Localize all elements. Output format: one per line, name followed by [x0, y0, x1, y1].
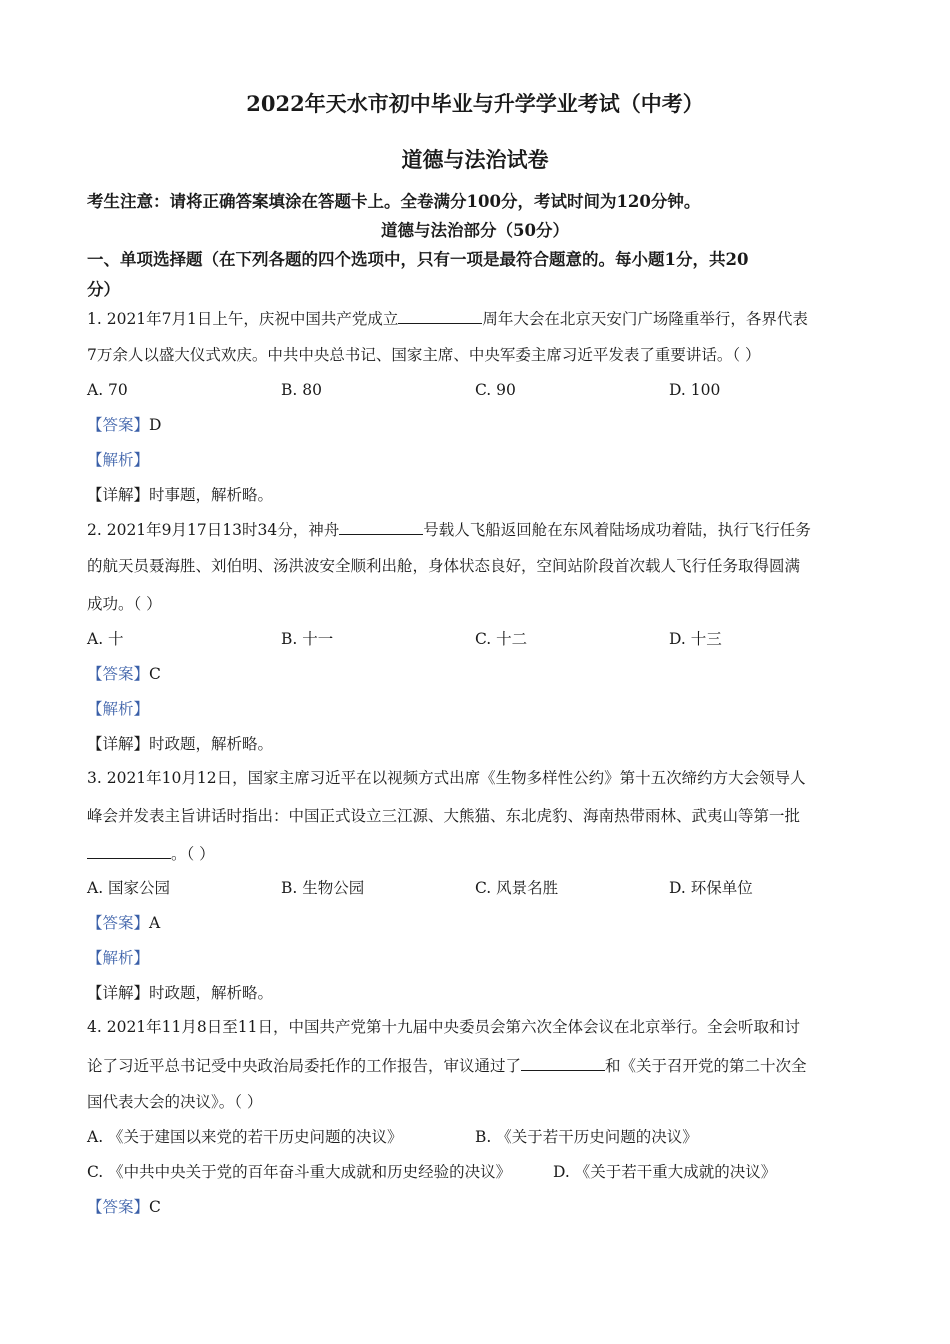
question-3-answer: 【答案】A [87, 914, 161, 932]
question-3-text-cont: 峰会并发表主旨讲话时指出：中国正式设立三江源、大熊猫、东北虎豹、海南热带雨林、武夷山等第一批 [87, 807, 801, 825]
question-2-option-b: B. 十一 [281, 630, 334, 648]
exam-subtitle: 道德与法治试卷 [401, 147, 549, 172]
section-heading-cont: 分） [87, 280, 120, 299]
question-1-detail: 【详解】时事题，解析略。 [87, 486, 274, 504]
question-2-option-c: C. 十二 [475, 630, 528, 648]
question-1-option-a: A. 70 [87, 381, 128, 399]
question-1-option-b: B. 80 [281, 381, 322, 399]
question-2-analysis-label: 【解析】 [87, 700, 150, 718]
question-4-option-b: B. 《关于若干历史问题的决议》 [475, 1128, 698, 1146]
question-1-option-d: D. 100 [669, 381, 721, 399]
question-2-answer: 【答案】C [87, 665, 161, 683]
question-2-option-d: D. 十三 [669, 630, 722, 648]
exam-notice: 考生注意：请将正确答案填涂在答题卡上。全卷满分100分，考试时间为120分钟。 [87, 192, 701, 211]
answer-blank [398, 308, 482, 324]
question-1-answer: 【答案】D [87, 416, 162, 434]
question-1-option-c: C. 90 [475, 381, 516, 399]
question-3-analysis-label: 【解析】 [87, 949, 150, 967]
question-1-analysis-label: 【解析】 [87, 451, 150, 469]
question-3-text-end: 。（ ） [87, 843, 215, 864]
answer-blank [87, 843, 171, 859]
question-2-text-end: 成功。（ ） [87, 595, 162, 613]
question-4-answer: 【答案】C [87, 1198, 161, 1216]
question-3-option-c: C. 风景名胜 [475, 879, 559, 897]
question-3-detail: 【详解】时政题，解析略。 [87, 984, 274, 1002]
question-3-option-a: A. 国家公园 [87, 879, 171, 897]
question-2-text: 2. 2021年9月17日13时34分，神舟 号载人飞船返回舱在东风着陆场成功着陆，执行飞行任务 [87, 521, 811, 539]
question-3-option-d: D. 环保单位 [669, 879, 753, 897]
question-2-text-cont: 的航天员聂海胜、刘伯明、汤洪波安全顺利出舱，身体状态良好，空间站阶段首次载人飞行任务取得圆满 [87, 557, 801, 575]
question-2-option-a: A. 十 [87, 630, 124, 648]
exam-title: 2022年天水市初中毕业与升学学业考试（中考） [246, 91, 704, 116]
answer-blank [521, 1055, 605, 1071]
question-4-option-d: D. 《关于若干重大成就的决议》 [553, 1163, 777, 1181]
answer-blank [339, 519, 423, 535]
question-1-text: 1. 2021年7月1日上午，庆祝中国共产党成立 周年大会在北京天安门广场隆重举行，各界代表 [87, 310, 808, 328]
question-4-option-c: C. 《中共中央关于党的百年奋斗重大成就和历史经验的决议》 [87, 1163, 512, 1181]
section-heading: 一、单项选择题（在下列各题的四个选项中，只有一项是最符合题意的。每小题1分，共20 [87, 250, 749, 269]
question-3-text: 3. 2021年10月12日，国家主席习近平在以视频方式出席《生物多样性公约》第十五次缔约方大会领导人 [87, 769, 806, 787]
question-4-text: 4. 2021年11月8日至11日，中国共产党第十九届中央委员会第六次全体会议在北京举行。全会听取和讨 [87, 1018, 800, 1036]
question-4-text-cont: 论了习近平总书记受中央政治局委托作的工作报告，审议通过了 和《关于召开党的第二十次全 [87, 1057, 807, 1075]
question-4-text-end: 国代表大会的决议》。（ ） [87, 1093, 263, 1111]
question-2-detail: 【详解】时政题，解析略。 [87, 735, 274, 753]
question-4-option-a: A. 《关于建国以来党的若干历史问题的决议》 [87, 1128, 403, 1146]
question-3-option-b: B. 生物公园 [281, 879, 365, 897]
question-1-text-cont: 7万余人以盛大仪式欢庆。中共中央总书记、国家主席、中央军委主席习近平发表了重要讲话。（ ） [87, 346, 761, 364]
part-title: 道德与法治部分（50分） [381, 221, 569, 240]
